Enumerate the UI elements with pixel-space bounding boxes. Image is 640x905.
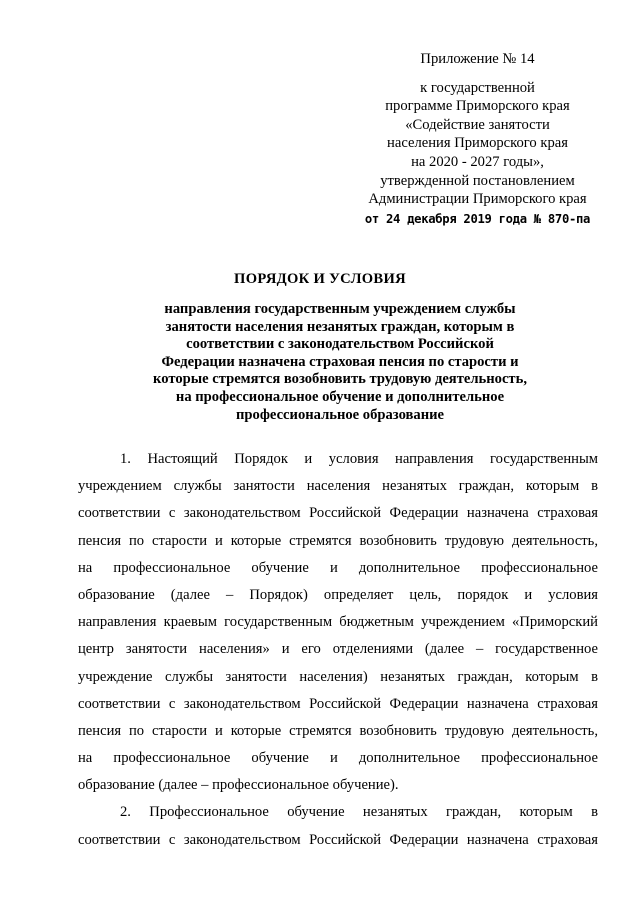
appendix-line: к государственной <box>420 79 535 96</box>
paragraph-1-line: образование (далее – профессиональное обучение). <box>78 777 399 794</box>
paragraph-1-line: соответствии с законодательством Российской Федерации назначена страховая <box>78 505 598 522</box>
subtitle-line: которые стремятся возобновить трудовую деятельность, <box>153 371 527 388</box>
subtitle-line: занятости населения незанятых граждан, которым в <box>165 318 515 335</box>
document-subtitle <box>120 301 560 424</box>
appendix-line: «Содействие занятости <box>405 116 550 133</box>
subtitle-line: Федерации назначена страховая пенсия по старости и <box>161 353 519 370</box>
registration-stamp: от 24 декабря 2019 года № 870-па <box>364 211 591 226</box>
paragraph-1-line: пенсия по старости и которые стремятся возобновить трудовую деятельность, <box>78 722 598 739</box>
paragraph-1-line: учреждением службы занятости населения незанятых граждан, которым в <box>78 478 598 495</box>
appendix-header <box>355 50 600 228</box>
document-title: ПОРЯДОК И УСЛОВИЯ <box>234 271 406 287</box>
paragraph-1-line: направления краевым государственным бюджетным учреждением «Приморский <box>78 614 598 631</box>
subtitle-line: на профессиональное обучение и дополнительное <box>175 388 505 405</box>
paragraph-1-line: на профессиональное обучение и дополнительное профессиональное <box>78 750 598 767</box>
appendix-line: программе Приморского края <box>385 98 570 115</box>
paragraph-1-line: на профессиональное обучение и дополнительное профессиональное <box>78 559 598 576</box>
paragraph-2-line: соответствии с законодательством Российской Федерации назначена страховая <box>78 831 598 848</box>
appendix-line: Администрации Приморского края <box>368 191 587 208</box>
appendix-line: утвержденной постановлением <box>380 172 575 189</box>
subtitle-line: профессиональное образование <box>236 406 444 423</box>
appendix-number: Приложение № 14 <box>420 51 535 67</box>
paragraph-1-line: образование (далее – Порядок) определяет цель, порядок и условия <box>78 586 598 603</box>
appendix-line: населения Приморского края <box>387 135 568 152</box>
paragraph-1-line: центр занятости населения» и его отделениями (далее – государственное <box>78 641 598 658</box>
paragraph-1-line: пенсия по старости и которые стремятся возобновить трудовую деятельность, <box>78 532 598 549</box>
document-body <box>78 446 598 854</box>
subtitle-line: направления государственным учреждением службы <box>164 301 516 317</box>
paragraph-1-line: 1. Настоящий Порядок и условия направления государственным <box>120 451 598 467</box>
appendix-line: на 2020 - 2027 годы», <box>411 153 544 170</box>
paragraph-1-line: соответствии с законодательством Российской Федерации назначена страховая <box>78 695 598 712</box>
paragraph-2-line: 2. Профессиональное обучение незанятых граждан, которым в <box>120 804 598 821</box>
paragraph-1-line: учреждение службы занятости населения) незанятых граждан, которым в <box>78 668 598 685</box>
subtitle-line: соответствии с законодательством Российской <box>186 336 494 353</box>
